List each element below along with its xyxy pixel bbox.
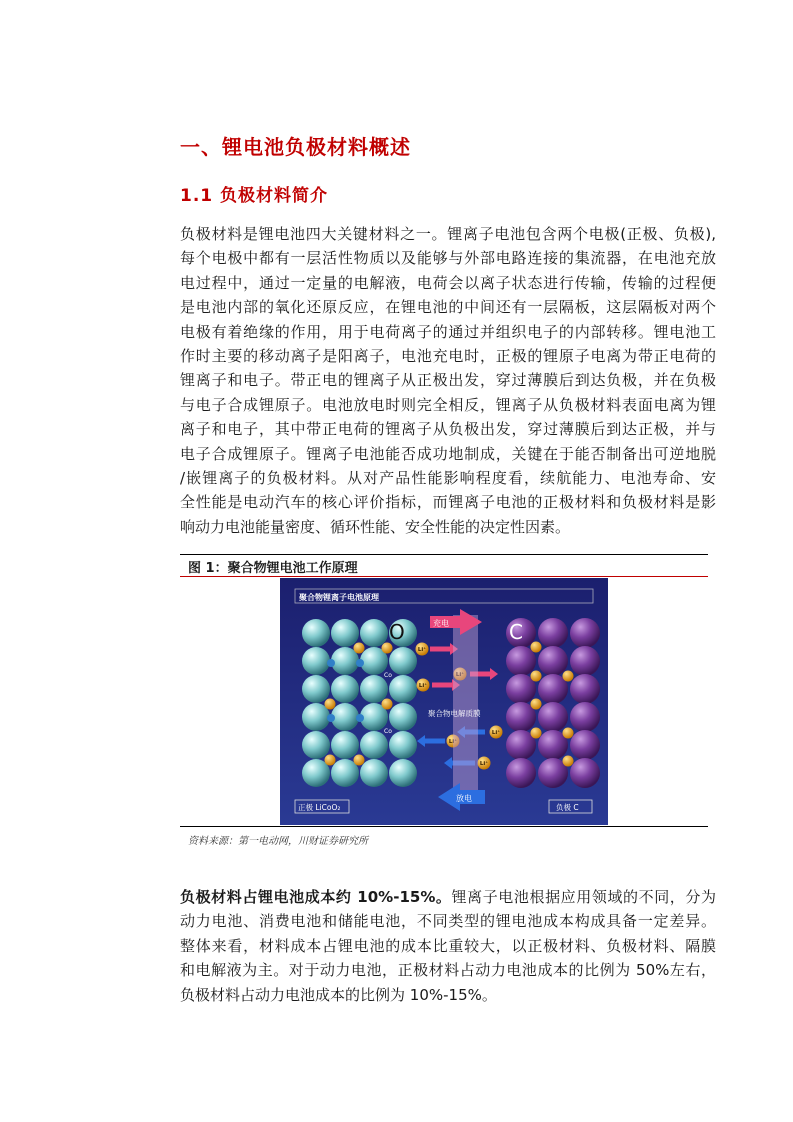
cobalt-label: Co [384,672,392,679]
carbon-atom [570,758,600,788]
text-line: 电极有着绝缘的作用，用于电荷离子的通过并组织电子的内部转移。锂电池工 [180,322,716,341]
anode-label: 负极 C [556,803,579,812]
text-line: 锂离子和电子。带正电的锂离子从正极出发，穿过薄膜后到达负极，并在负极 [180,371,716,390]
oxide-atom [360,731,388,759]
lithium-ion [354,643,365,654]
lithium-ion-label: Li⁺ [491,730,501,736]
discharge-label: 放电 [456,794,472,803]
oxide-atom [331,675,359,703]
image-title: 聚合物锂离子电池原理 [299,593,379,602]
oxide-atom [331,731,359,759]
lithium-ion [325,755,336,766]
figure-source: 资料来源：第一电动网，川财证券研究所 [188,836,368,847]
oxide-atom [389,647,417,675]
text-line: 作时主要的移动离子是阳离子，电池充电时，正极的锂原子电离为带正电荷的 [180,346,716,365]
carbon-atom [570,730,600,760]
figure-top-rule [180,554,708,555]
text-line [180,885,716,909]
oxide-atom [302,731,330,759]
carbon-atom [570,674,600,704]
cobalt-label: Co [384,728,392,735]
text-line: /嵌锂离子的负极材料。从对产品性能影响程度看，续航能力、电池寿命、安 [180,468,716,487]
charge-label: 充电 [433,619,449,628]
lithium-ion [531,699,542,710]
text-line: 电子合成锂原子。锂离子电池能否成功地制成，关键在于能否制备出可逆地脱 [180,444,716,463]
carbon-atom [538,646,568,676]
carbon-atom [570,646,600,676]
section-title: 一、锂电池负极材料概述 [180,135,411,159]
carbon-atom [570,702,600,732]
oxide-atom [389,759,417,787]
lithium-ion [354,755,365,766]
cobalt-atom [356,659,364,667]
paragraph-cost [180,885,716,1007]
cobalt-atom [327,714,335,722]
oxide-atom [360,759,388,787]
subsection-title: 1.1 负极材料简介 [180,186,329,206]
text-line: 负极材料是锂电池四大关键材料之一。锂离子电池包含两个电极(正极、负极), [180,225,716,243]
lithium-ion [563,756,574,767]
carbon-label: C [509,620,523,644]
carbon-atom [506,646,536,676]
text-line: 与电子合成锂原子。电池放电时则完全相反，锂离子从负极材料表面电离为锂 [180,395,716,414]
lithium-ion [382,699,393,710]
cobalt-atom [327,659,335,667]
lithium-ion [531,642,542,653]
cobalt-atom [356,714,364,722]
lithium-ion [563,671,574,682]
oxide-atom [389,731,417,759]
oxide-atom [302,675,330,703]
text-line: 动力电池、消费电池和储能电池，不同类型的锂电池成本构成具备一定差异。 [180,912,716,931]
text-line: 负极材料占动力电池成本的比例为 10%-15%。 [180,985,497,1004]
oxide-atom [302,619,330,647]
paragraph-intro [180,222,716,539]
text-line: 电过程中，通过一定量的电解液，电荷会以离子状态进行传输，传输的过程便 [180,273,716,292]
battery-principle-figure [280,578,608,825]
cathode-label: 正极 LiCoO₂ [298,803,341,812]
lithium-ion-label: Li⁺ [455,672,465,678]
lithium-ion [531,671,542,682]
oxide-atom [331,619,359,647]
oxide-atom [360,619,388,647]
carbon-atom [506,758,536,788]
lithium-ion [531,728,542,739]
text-line: 整体来看，材料成本占锂电池的成本比重较大，以正极材料、负极材料、隔膜 [180,936,716,955]
lead-sentence: 负极材料占锂电池成本约 10%-15%。 [180,888,452,906]
oxygen-label: O [389,620,405,644]
oxide-atom [302,647,330,675]
carbon-atom [538,702,568,732]
text-span: 锂离子电池根据应用领域的不同，分为 [451,888,716,906]
membrane-label: 聚合物电解质膜 [428,709,481,718]
lithium-ion [382,643,393,654]
oxide-atom [331,703,359,731]
carbon-atom [538,618,568,648]
text-line: 每个电极中都有一层活性物质以及能够与外部电路连接的集流器，在电池充放 [180,249,716,268]
text-line: 是电池内部的氧化还原反应，在锂电池的中间还有一层隔板，这层隔板对两个 [180,298,716,317]
oxide-atom [360,675,388,703]
lithium-ion [325,699,336,710]
figure-caption-rule [180,576,708,577]
lithium-ion-label: Li⁺ [417,647,427,653]
lithium-ion-label: Li⁺ [448,739,458,745]
lithium-ion-label: Li⁺ [418,683,428,689]
text-line: 离子和电子，其中带正电荷的锂离子从负极出发，穿过薄膜后到达正极，并与 [180,420,716,439]
lithium-ion-label: Li⁺ [479,761,489,767]
oxide-atom [389,703,417,731]
carbon-atom [570,618,600,648]
figure-caption: 图 1：聚合物锂电池工作原理 [188,561,358,576]
figure-bottom-rule [180,826,708,827]
lithium-ion [563,728,574,739]
text-line: 和电解液为主。对于动力电池，正极材料占动力电池成本的比例为 50%左右， [180,961,716,980]
text-line: 响动力电池能量密度、循环性能、安全性能的决定性因素。 [180,517,571,536]
text-line: 全性能是电动汽车的核心评价指标，而锂离子电池的正极材料和负极材料是影 [180,493,716,512]
oxide-atom [389,675,417,703]
